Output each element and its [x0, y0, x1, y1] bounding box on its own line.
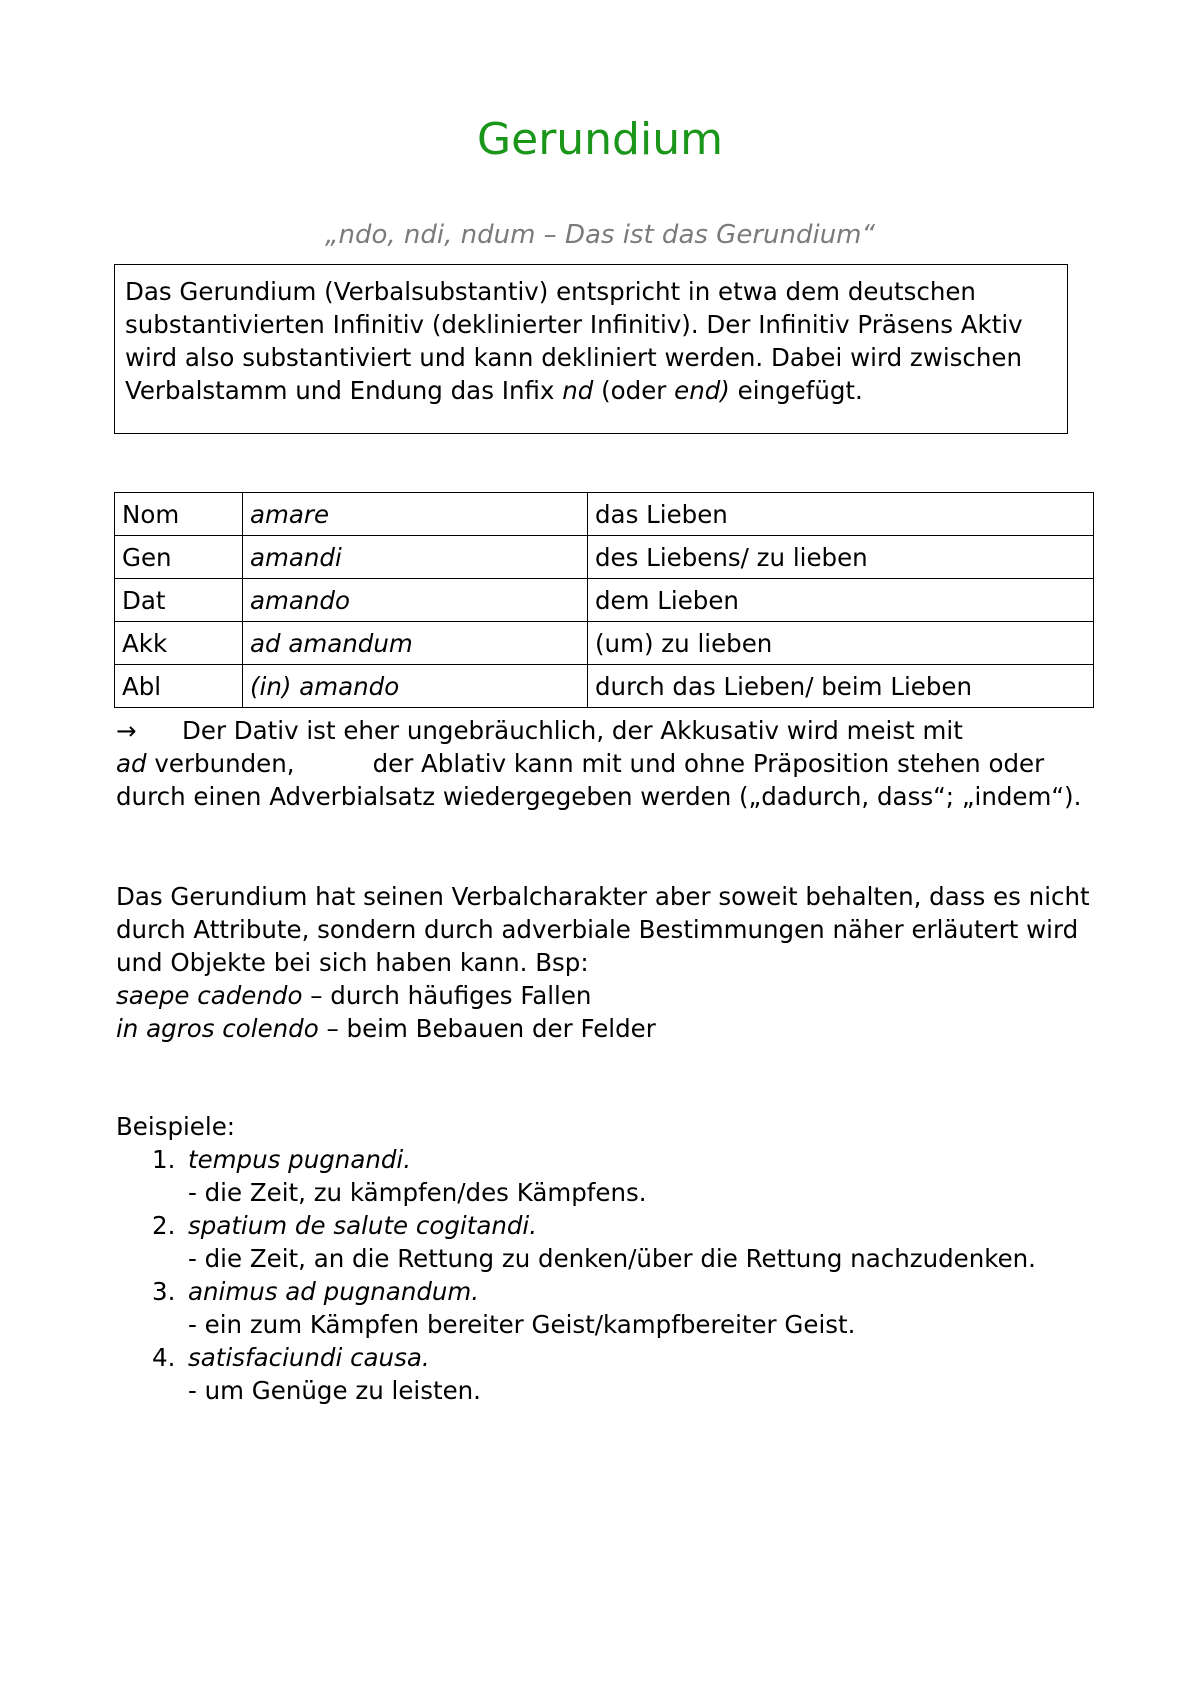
item-latin: spatium de salute cogitandi. — [188, 1211, 538, 1240]
examples-heading: Beispiele: — [116, 1112, 236, 1141]
example-latin: saepe cadendo — [116, 981, 303, 1010]
infix-end: end) — [674, 376, 730, 405]
item-translation: - die Zeit, zu kämpfen/des Kämpfens. — [188, 1178, 647, 1207]
german-cell: durch das Lieben/ beim Lieben — [588, 665, 1094, 708]
latin-cell: (in) amando — [243, 665, 588, 708]
intro-text — [125, 275, 1057, 407]
latin-cell: amandi — [243, 536, 588, 579]
intro-box — [114, 264, 1068, 434]
infix-nd: nd — [562, 376, 594, 405]
note-ad: ad — [116, 749, 147, 778]
table-row — [115, 536, 1094, 579]
item-number: 4. — [152, 1343, 176, 1372]
table-row — [115, 622, 1094, 665]
verbal-character-section — [116, 880, 1096, 1045]
note-text-part: der Ablativ kann mit und ohne Präposition stehen oder durch einen Adverbialsatz wiedergegeben werden („dadurch, dass“; „indem“). — [116, 749, 1082, 811]
intro-text-part: Das Gerundium (Verbalsubstantiv) entspricht in etwa dem deutschen substantivierten Infinitiv (deklinierter Infinitiv). Der Infinitiv Präsens Aktiv wird also substantiviert und kann dekliniert werden. Dabei wird zwischen Verbalstamm und Endung das Infix — [125, 277, 1023, 405]
german-cell: (um) zu lieben — [588, 622, 1094, 665]
example-line — [116, 979, 1096, 1012]
usage-note-text — [116, 714, 1096, 813]
example-german: – durch häufiges Fallen — [302, 981, 592, 1010]
list-item — [116, 1275, 1096, 1341]
item-number: 3. — [152, 1277, 176, 1306]
page-title: Gerundium — [477, 114, 723, 165]
intro-text-part: (oder — [593, 376, 675, 405]
list-item — [116, 1341, 1096, 1407]
usage-note — [116, 714, 1096, 813]
table-row — [115, 665, 1094, 708]
german-cell: dem Lieben — [588, 579, 1094, 622]
note-text-part: verbunden, — [146, 749, 295, 778]
case-cell: Akk — [115, 622, 243, 665]
example-line — [116, 1012, 1096, 1045]
example-german: – beim Bebauen der Felder — [318, 1014, 656, 1043]
case-cell: Dat — [115, 579, 243, 622]
list-item — [116, 1143, 1096, 1209]
item-latin: animus ad pugnandum. — [188, 1277, 480, 1306]
latin-cell: amare — [243, 493, 588, 536]
page-subtitle: „ndo, ndi, ndum – Das ist das Gerundium“ — [325, 220, 875, 250]
list-item — [116, 1209, 1096, 1275]
item-number: 1. — [152, 1145, 176, 1174]
arrow-right-icon: → — [116, 716, 137, 745]
item-translation: - um Genüge zu leisten. — [188, 1376, 481, 1405]
note-text-part: Der Dativ ist eher ungebräuchlich, der Akkusativ wird meist mit — [182, 716, 963, 745]
german-cell: des Liebens/ zu lieben — [588, 536, 1094, 579]
examples-list — [116, 1143, 1096, 1407]
latin-cell: amando — [243, 579, 588, 622]
german-cell: das Lieben — [588, 493, 1094, 536]
item-latin: satisfaciundi causa. — [188, 1343, 430, 1372]
examples-section — [116, 1110, 1096, 1407]
case-cell: Abl — [115, 665, 243, 708]
latin-cell: ad amandum — [243, 622, 588, 665]
case-cell: Gen — [115, 536, 243, 579]
item-translation: - die Zeit, an die Rettung zu denken/über die Rettung nachzudenken. — [188, 1244, 1036, 1273]
declension-table — [114, 492, 1094, 708]
verbal-character-text: Das Gerundium hat seinen Verbalcharakter aber soweit behalten, dass es nicht durch Attribute, sondern durch adverbiale Bestimmungen näher erläutert wird und Objekte bei sich haben kann. Bsp: — [116, 882, 1090, 977]
example-latin: in agros colendo — [116, 1014, 319, 1043]
item-latin: tempus pugnandi. — [188, 1145, 412, 1174]
item-number: 2. — [152, 1211, 176, 1240]
case-cell: Nom — [115, 493, 243, 536]
intro-text-part: eingefügt. — [729, 376, 863, 405]
table-row — [115, 493, 1094, 536]
table-row — [115, 579, 1094, 622]
item-translation: - ein zum Kämpfen bereiter Geist/kampfbereiter Geist. — [188, 1310, 856, 1339]
